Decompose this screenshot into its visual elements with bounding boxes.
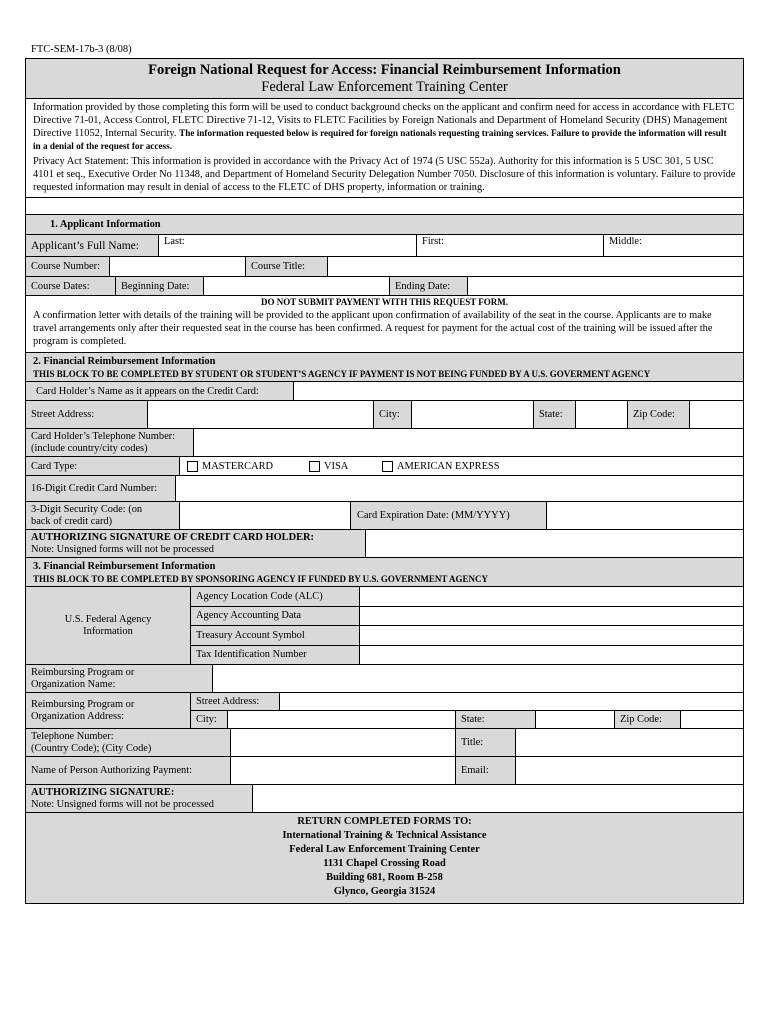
intro-paragraph: Information provided by those completing this form will be used to conduct background checks on the applicant and confirm need for access in accordance with FLETC Directive 71-01, Access Control, FLETC Directive 71-12, Visits to FLETC Facilities by Foreign Nationals and Department of Homeland Security (DHS) Management Directive 11052, Internal Security. <box>33 102 735 139</box>
course-title-label: Course Title: <box>246 257 328 276</box>
ending-date-field[interactable] <box>468 277 743 295</box>
agency-info-block <box>26 587 743 665</box>
applicant-name-row <box>26 235 743 257</box>
card-phone-label-line1: Card Holder’s Telephone Number: <box>31 430 176 442</box>
agency-signature-row <box>26 785 743 813</box>
alc-field[interactable] <box>360 587 743 606</box>
return-address <box>26 813 743 903</box>
return-line2: Federal Law Enforcement Training Center <box>289 844 480 855</box>
form-title: Foreign National Request for Access: Financial Reimbursement Information <box>148 62 621 78</box>
program-address-label-line2: Organization Address: <box>31 710 125 722</box>
program-name-row <box>26 665 743 693</box>
section1-title: 1. Applicant Information <box>50 219 161 230</box>
last-name-field[interactable] <box>159 235 417 256</box>
program-zip-field[interactable] <box>681 711 743 728</box>
card-state-field[interactable] <box>576 401 628 428</box>
card-type-row <box>26 457 743 476</box>
spacer <box>26 198 743 215</box>
visa-option[interactable] <box>309 461 382 472</box>
section2-header <box>26 353 743 382</box>
tax-label: Tax Identification Number <box>191 646 360 665</box>
email-field[interactable] <box>516 757 743 784</box>
course-row <box>26 257 743 277</box>
payment-notice-block <box>26 296 743 353</box>
tax-row <box>191 646 743 665</box>
return-heading: RETURN COMPLETED FORMS TO: <box>297 816 472 827</box>
card-holder-name-label: Card Holder’s Name as it appears on the Credit Card: <box>26 382 294 400</box>
first-name-label: First: <box>422 236 444 247</box>
accounting-row <box>191 607 743 627</box>
program-phone-row <box>26 729 743 757</box>
section2-subtitle: THIS BLOCK TO BE COMPLETED BY STUDENT OR STUDENT’S AGENCY IF PAYMENT IS NOT BEING FUNDED BY A U.S. GOVERMENT AGENCY <box>33 369 651 379</box>
mastercard-label: MASTERCARD <box>202 460 274 472</box>
program-address-fields <box>191 693 743 728</box>
card-signature-label <box>26 530 366 557</box>
accounting-field[interactable] <box>360 607 743 626</box>
program-city-field[interactable] <box>228 711 456 728</box>
section3-header <box>26 558 743 587</box>
visa-label: VISA <box>324 460 349 472</box>
authorizer-label: Name of Person Authorizing Payment: <box>26 757 231 784</box>
section3-title: 3. Financial Reimbursement Information <box>33 561 216 572</box>
no-payment-notice: DO NOT SUBMIT PAYMENT WITH THIS REQUEST FORM. <box>260 297 509 307</box>
confirmation-text: A confirmation letter with details of the training will be provided to the applicant upon confirmation of availability of the seat in the course. Applicants are to make travel arrangements only after their requested seat in the course has been confirmed. A request for payment for the actual cost of the training will be issued after the program is completed. <box>33 310 713 347</box>
card-type-label: Card Type: <box>26 457 180 475</box>
card-phone-field[interactable] <box>194 429 743 456</box>
visa-checkbox[interactable] <box>309 461 320 472</box>
return-line1: International Training & Technical Assistance <box>282 830 487 841</box>
program-state-field[interactable] <box>536 711 615 728</box>
program-name-label-line1: Reimbursing Program or <box>31 666 135 678</box>
expiration-label: Card Expiration Date: (MM/YYYY) <box>351 502 547 529</box>
treasury-field[interactable] <box>360 626 743 645</box>
card-signature-note: Note: Unsigned forms will not be processed <box>31 543 214 555</box>
program-phone-field[interactable] <box>231 729 456 756</box>
card-street-field[interactable] <box>148 401 374 428</box>
agency-info-label-line1: U.S. Federal Agency <box>64 613 152 625</box>
beginning-date-field[interactable] <box>204 277 390 295</box>
card-holder-row <box>26 382 743 401</box>
program-street-label: Street Address: <box>191 693 280 710</box>
card-number-field[interactable] <box>176 476 743 501</box>
full-name-label: Applicant’s Full Name: <box>26 235 159 256</box>
card-city-label: City: <box>374 401 412 428</box>
program-city-label: City: <box>191 711 228 728</box>
security-code-label-line2: back of credit card) <box>31 515 113 527</box>
beginning-date-label: Beginning Date: <box>116 277 204 295</box>
tax-field[interactable] <box>360 646 743 665</box>
security-code-field[interactable] <box>180 502 351 529</box>
card-signature-label-title: AUTHORIZING SIGNATURE OF CREDIT CARD HOLDER: <box>31 531 314 543</box>
program-title-label: Title: <box>456 729 516 756</box>
alc-row <box>191 587 743 607</box>
card-city-field[interactable] <box>412 401 534 428</box>
card-state-label: State: <box>534 401 576 428</box>
authorizer-row <box>26 757 743 785</box>
program-address-label-line1: Reimbursing Program or <box>31 698 135 710</box>
card-type-options <box>180 457 743 475</box>
section3-subtitle: THIS BLOCK TO BE COMPLETED BY SPONSORING AGENCY IF FUNDED BY U.S. GOVERNMENT AGENCY <box>33 574 488 584</box>
program-address-label <box>26 693 191 728</box>
agency-signature-label <box>26 785 253 812</box>
program-phone-label-line2: (Country Code); (City Code) <box>31 742 152 754</box>
amex-option[interactable] <box>382 461 499 472</box>
agency-signature-field[interactable] <box>253 785 743 812</box>
ending-date-label: Ending Date: <box>390 277 468 295</box>
treasury-label: Treasury Account Symbol <box>191 626 360 645</box>
security-code-label <box>26 502 180 529</box>
section2-title: 2. Financial Reimbursement Information <box>33 356 216 367</box>
program-name-label <box>26 665 213 692</box>
card-phone-label <box>26 429 194 456</box>
intro-text <box>26 99 743 198</box>
mastercard-option[interactable] <box>187 461 309 472</box>
card-number-row <box>26 476 743 502</box>
card-holder-name-field[interactable] <box>294 382 743 400</box>
agency-info-label <box>26 587 191 664</box>
middle-name-field[interactable] <box>604 235 743 256</box>
form <box>25 58 744 904</box>
card-zip-field[interactable] <box>690 401 743 428</box>
card-phone-label-line2: (include country/city codes) <box>31 442 148 454</box>
agency-info-label-line2: Information <box>83 625 133 637</box>
card-phone-row <box>26 429 743 457</box>
privacy-statement: Privacy Act Statement: This information is provided in accordance with the Privacy Act of 1974 (5 USC 552a). Authority for this information is 5 USC 301, 5 USC 4101 et seq., Executive Order No 11348, and Department of Homeland Security Delegation Number 7050. Disclosure of this information is voluntary. Failure to provide requested information may result in denial of access to the FLETC of DHS property, information or training. <box>33 156 736 193</box>
security-code-label-line1: 3-Digit Security Code: (on <box>31 503 143 515</box>
treasury-row <box>191 626 743 646</box>
card-street-label: Street Address: <box>26 401 148 428</box>
program-state-label: State: <box>456 711 536 728</box>
card-address-row <box>26 401 743 429</box>
alc-label: Agency Location Code (ALC) <box>191 587 360 606</box>
course-dates-row <box>26 277 743 296</box>
course-number-field[interactable] <box>110 257 246 276</box>
program-street-field[interactable] <box>280 693 743 710</box>
last-name-label: Last: <box>164 236 185 247</box>
first-name-field[interactable] <box>417 235 604 256</box>
form-header <box>26 59 743 99</box>
mastercard-checkbox[interactable] <box>187 461 198 472</box>
amex-label: AMERICAN EXPRESS <box>397 460 500 472</box>
card-security-row <box>26 502 743 530</box>
program-name-label-line2: Organization Name: <box>31 678 116 690</box>
course-number-label: Course Number: <box>26 257 110 276</box>
program-zip-label: Zip Code: <box>615 711 681 728</box>
form-subtitle: Federal Law Enforcement Training Center <box>261 79 508 95</box>
section1-header <box>26 215 743 235</box>
agency-signature-note: Note: Unsigned forms will not be processed <box>31 798 214 810</box>
program-phone-label <box>26 729 231 756</box>
intro-bold-notice: The information requested below is required for foreign nationals requesting training services. Failure to provide the information will result in a denial of the request for access. <box>33 128 727 151</box>
program-title-field[interactable] <box>516 729 743 756</box>
form-id: FTC-SEM-17b-3 (8/08) <box>31 44 132 55</box>
expiration-field[interactable] <box>547 502 743 529</box>
card-signature-field[interactable] <box>366 530 743 557</box>
amex-checkbox[interactable] <box>382 461 393 472</box>
program-name-field[interactable] <box>213 665 743 692</box>
agency-info-fields <box>191 587 743 664</box>
program-street-row <box>191 693 743 711</box>
program-phone-label-line1: Telephone Number: <box>31 730 114 742</box>
email-label: Email: <box>456 757 516 784</box>
accounting-label: Agency Accounting Data <box>191 607 360 626</box>
card-zip-label: Zip Code: <box>628 401 690 428</box>
authorizer-field[interactable] <box>231 757 456 784</box>
card-signature-row <box>26 530 743 558</box>
card-number-label: 16-Digit Credit Card Number: <box>26 476 176 501</box>
return-line5: Glynco, Georgia 31524 <box>333 886 436 897</box>
return-line3: 1131 Chapel Crossing Road <box>323 858 446 869</box>
program-address-row <box>26 693 743 729</box>
middle-name-label: Middle: <box>609 236 642 247</box>
course-dates-label: Course Dates: <box>26 277 116 295</box>
program-city-row <box>191 711 743 728</box>
return-line4: Building 681, Room B-258 <box>326 872 443 883</box>
course-title-field[interactable] <box>328 257 743 276</box>
agency-signature-label-title: AUTHORIZING SIGNATURE: <box>31 786 175 798</box>
